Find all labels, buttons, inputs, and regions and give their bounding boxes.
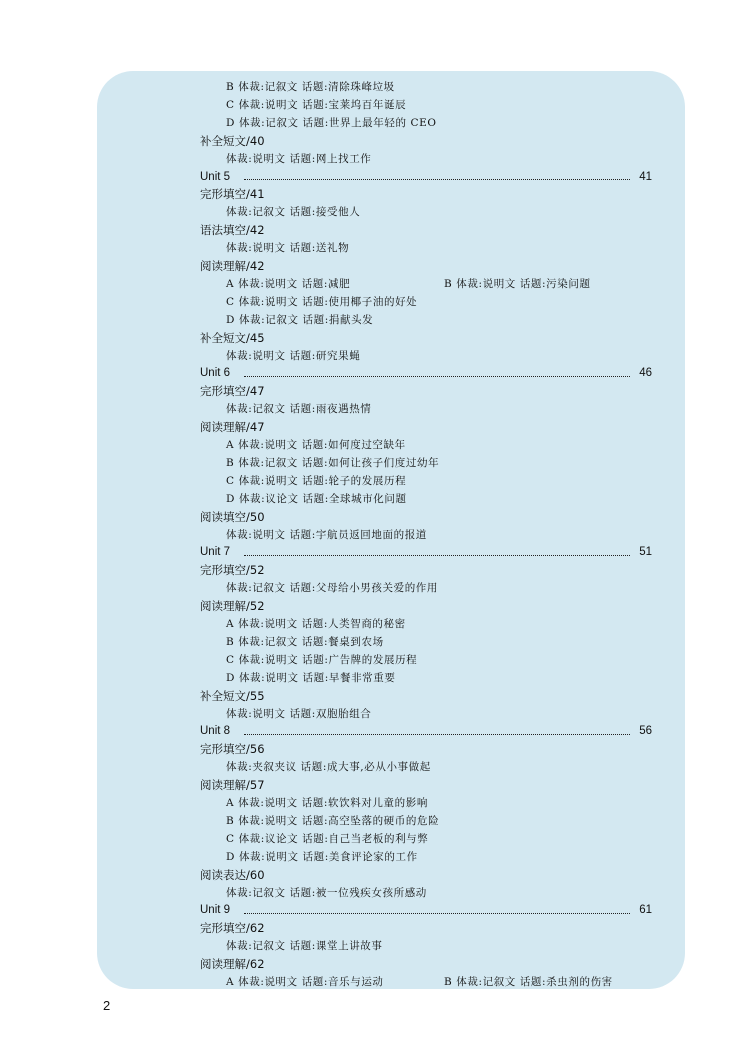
unit-page-number: 46 xyxy=(639,367,652,380)
unit-page-number: 51 xyxy=(639,546,652,559)
toc-item-text: B 体裁:记叙文 话题:清除珠峰垃圾 xyxy=(226,81,395,93)
toc-section-heading: 阅读理解/57 xyxy=(200,778,265,793)
toc-item-text: B 体裁:记叙文 话题:餐桌到农场 xyxy=(226,635,384,648)
toc-section-heading: 补全短文/55 xyxy=(200,688,265,703)
toc-item xyxy=(226,885,427,901)
toc-item-text-second: B 体裁:记叙文 话题:杀虫剂的伤害 xyxy=(444,976,613,988)
toc-item-text: D 体裁:说明文 话题:早餐非常重要 xyxy=(226,671,396,684)
toc-item xyxy=(226,115,437,131)
dot-leader xyxy=(244,913,630,914)
toc-item xyxy=(226,527,427,543)
toc-item-text: D 体裁:说明文 话题:美食评论家的工作 xyxy=(226,850,418,863)
toc-item xyxy=(226,294,417,310)
toc-section-heading: 阅读理解/47 xyxy=(200,420,265,435)
dot-leader xyxy=(244,179,630,180)
toc-item-text: D 体裁:记叙文 话题:捐献头发 xyxy=(226,313,374,326)
toc-item xyxy=(226,795,428,811)
toc-item-text: 体裁:夹叙夹议 话题:成大事,必从小事做起 xyxy=(226,761,431,774)
toc-unit-row xyxy=(200,365,652,381)
unit-page-number: 41 xyxy=(639,170,652,183)
page-number: 2 xyxy=(103,998,111,1013)
toc-unit-row xyxy=(200,169,652,185)
toc-item xyxy=(226,79,395,95)
toc-item-text: A 体裁:说明文 话题:软饮料对儿童的影响 xyxy=(226,797,428,809)
toc-item xyxy=(226,706,371,722)
toc-item-text: A 体裁:说明文 话题:减肥 xyxy=(226,277,351,290)
toc-section-heading: 完形填空/41 xyxy=(200,187,265,202)
toc-unit-row xyxy=(200,723,652,739)
toc-item-text: 体裁:说明文 话题:网上找工作 xyxy=(226,152,372,165)
toc-item-text: A 体裁:说明文 话题:人类智商的秘密 xyxy=(226,618,406,630)
toc-item xyxy=(226,580,438,596)
toc-item-text: C 体裁:议论文 话题:自己当老板的利与弊 xyxy=(226,832,429,845)
toc-item xyxy=(226,849,418,865)
toc-item xyxy=(226,974,613,990)
toc-unit-row xyxy=(200,544,652,560)
toc-item xyxy=(226,204,360,220)
toc-section-heading: 语法填空/42 xyxy=(200,223,265,238)
dot-leader xyxy=(244,376,630,377)
toc-item-text: C 体裁:说明文 话题:宝莱坞百年诞辰 xyxy=(226,98,407,111)
toc-item-text: C 体裁:说明文 话题:广告牌的发展历程 xyxy=(226,653,418,666)
toc-section-heading: 完形填空/47 xyxy=(200,384,265,399)
toc-item xyxy=(226,670,395,686)
unit-page-number: 61 xyxy=(639,904,652,917)
toc-section-heading: 阅读理解/42 xyxy=(200,259,265,273)
toc-section-heading: 阅读理解/52 xyxy=(200,599,265,614)
toc-section-heading: 完形填空/52 xyxy=(200,563,265,578)
toc-item xyxy=(226,616,406,632)
toc-item-text: A 体裁:说明文 话题:音乐与运动 xyxy=(226,976,384,988)
toc-item xyxy=(226,276,591,292)
toc-item-text: 体裁:记叙文 话题:雨夜遇热情 xyxy=(226,403,372,416)
unit-title: Unit 6 xyxy=(200,367,231,380)
toc-item-text: D 体裁:记叙文 话题:世界上最年轻的 CEO xyxy=(226,116,437,129)
toc-item-text: 体裁:说明文 话题:双胞胎组合 xyxy=(226,707,372,720)
toc-item xyxy=(226,491,407,507)
unit-title: Unit 8 xyxy=(200,725,231,738)
toc-section-heading: 补全短文/45 xyxy=(200,330,265,345)
unit-page-number: 56 xyxy=(639,725,652,738)
toc-item-text: 体裁:记叙文 话题:父母给小男孩关爱的作用 xyxy=(226,582,439,595)
toc-item xyxy=(226,151,371,167)
dot-leader xyxy=(244,734,630,735)
toc-item xyxy=(226,634,384,650)
toc-item xyxy=(226,759,431,775)
toc-item xyxy=(226,97,406,113)
toc-section-heading: 阅读理解/62 xyxy=(200,957,265,972)
toc-item xyxy=(226,437,406,453)
toc-item xyxy=(226,473,406,489)
toc-item-text: B 体裁:记叙文 话题:如何让孩子们度过幼年 xyxy=(226,456,440,469)
toc-section-heading: 阅读填空/50 xyxy=(200,509,265,524)
toc-item xyxy=(226,652,417,668)
toc-item-text: 体裁:说明文 话题:宇航员返回地面的报道 xyxy=(226,528,427,541)
toc-item xyxy=(226,455,439,471)
toc-item xyxy=(226,312,373,328)
toc-section-heading: 完形填空/56 xyxy=(200,742,265,757)
toc-item-text: C 体裁:说明文 话题:轮子的发展历程 xyxy=(226,474,407,487)
toc-item-text: A 体裁:说明文 话题:如何度过空缺年 xyxy=(226,439,406,451)
toc-section-heading: 阅读表达/60 xyxy=(200,867,265,882)
unit-title: Unit 5 xyxy=(200,170,231,183)
dot-leader xyxy=(244,555,630,556)
toc-item xyxy=(226,831,428,847)
toc-item-text: 体裁:记叙文 话题:课堂上讲故事 xyxy=(226,940,383,953)
unit-title: Unit 9 xyxy=(200,904,231,917)
toc-item xyxy=(226,348,360,364)
toc-item xyxy=(226,938,383,954)
toc-item-text: 体裁:说明文 话题:送礼物 xyxy=(226,242,350,255)
toc-unit-row xyxy=(200,902,652,918)
toc-item-text: B 体裁:说明文 话题:高空坠落的硬币的危险 xyxy=(226,814,440,827)
toc-item xyxy=(226,401,371,417)
toc-item-text-second: B 体裁:说明文 话题:污染问题 xyxy=(444,277,591,290)
toc-item-text: D 体裁:议论文 话题:全球城市化问题 xyxy=(226,492,407,505)
toc-item-text: 体裁:记叙文 话题:接受他人 xyxy=(226,206,361,219)
toc-item-text: C 体裁:说明文 话题:使用椰子油的好处 xyxy=(226,295,418,308)
unit-title: Unit 7 xyxy=(200,546,231,559)
toc-item-text: 体裁:记叙文 话题:被一位残疾女孩所感动 xyxy=(226,886,427,899)
toc-item xyxy=(226,813,439,829)
toc-item xyxy=(226,240,349,256)
toc-section-heading: 完形填空/62 xyxy=(200,921,265,936)
toc-section-heading: 补全短文/40 xyxy=(200,133,265,148)
toc-item-text: 体裁:说明文 话题:研究果蝇 xyxy=(226,349,361,362)
